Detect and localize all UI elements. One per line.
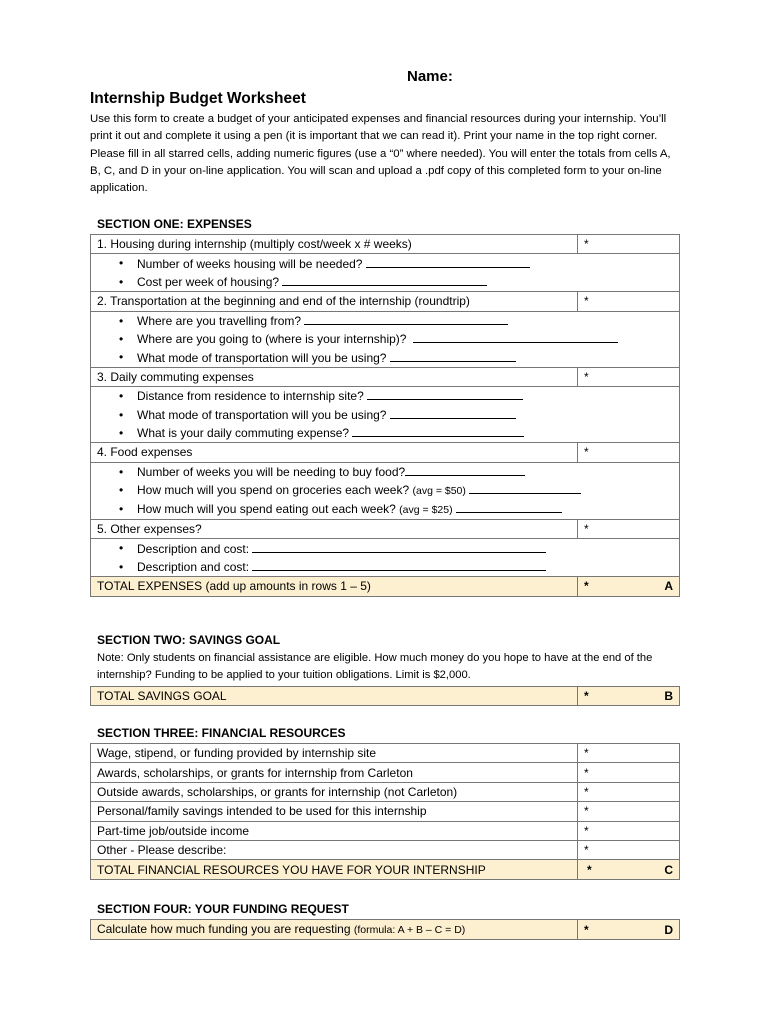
table-row [91, 782, 680, 801]
table-row [91, 840, 680, 859]
list-item: • Where are you going to (where is your internship)? [91, 330, 680, 348]
other-label: 5. Other expenses? [91, 520, 578, 539]
table-row [91, 367, 680, 386]
commute-expense-field[interactable] [352, 424, 524, 437]
funding-request-cell[interactable]: * D [578, 920, 680, 940]
name-label: Name: [407, 68, 453, 85]
food-amount-cell[interactable]: * [578, 443, 680, 462]
travel-to-field[interactable] [413, 330, 618, 343]
resource-label: Part-time job/outside income [91, 821, 578, 840]
table-row [91, 520, 680, 539]
resource-amount-cell[interactable]: * [578, 821, 680, 840]
funding-request-table [90, 919, 680, 940]
travel-from-field[interactable] [304, 312, 508, 325]
groceries-field[interactable] [469, 481, 581, 494]
total-resources-row [91, 860, 680, 879]
resource-amount-cell[interactable]: * [578, 782, 680, 801]
total-expenses-row [91, 577, 680, 596]
list-item: • How much will you spend eating out each week? (avg = $25) [91, 500, 680, 520]
cell-letter-b: B [664, 689, 673, 704]
transport-label: 2. Transportation at the beginning and end of the internship (roundtrip) [91, 292, 578, 311]
list-item: • Number of weeks you will be needing to buy food? [91, 462, 680, 481]
section-two-heading: SECTION TWO: SAVINGS GOAL [97, 633, 281, 647]
resources-table [90, 743, 680, 880]
transport-mode-field[interactable] [390, 349, 516, 362]
other-amount-cell[interactable]: * [578, 520, 680, 539]
commute-amount-cell[interactable]: * [578, 367, 680, 386]
commute-label: 3. Daily commuting expenses [91, 367, 578, 386]
total-resources-cell[interactable]: * C [578, 860, 680, 879]
table-row [91, 292, 680, 311]
commute-mode-field[interactable] [390, 406, 516, 419]
table-row [91, 744, 680, 763]
resource-label: Personal/family savings intended to be used for this internship [91, 802, 578, 821]
food-label: 4. Food expenses [91, 443, 578, 462]
resource-amount-cell[interactable]: * [578, 744, 680, 763]
other-desc-1-field[interactable] [252, 540, 546, 553]
total-expenses-label: TOTAL EXPENSES (add up amounts in rows 1 – 5) [91, 577, 578, 596]
expenses-table [90, 234, 680, 597]
page-title: Internship Budget Worksheet [90, 90, 306, 107]
table-row [91, 802, 680, 821]
table-row [91, 763, 680, 782]
list-item: • Number of weeks housing will be needed? [91, 254, 680, 273]
list-item: • Description and cost: [91, 539, 680, 558]
total-savings-cell[interactable]: * B [578, 687, 680, 706]
funding-request-label: Calculate how much funding you are requesting (formula: A + B – C = D) [91, 920, 578, 940]
list-item: • Where are you travelling from? [91, 311, 680, 330]
list-item: • What mode of transportation will you be using? [91, 406, 680, 424]
total-savings-label: TOTAL SAVINGS GOAL [91, 687, 578, 706]
section-four-heading: SECTION FOUR: YOUR FUNDING REQUEST [97, 902, 349, 916]
housing-label: 1. Housing during internship (multiply cost/week x # weeks) [91, 235, 578, 254]
list-item: • What mode of transportation will you be using? [91, 348, 680, 367]
other-desc-2-field[interactable] [252, 558, 546, 571]
list-item: • Description and cost: [91, 558, 680, 577]
resource-amount-cell[interactable]: * [578, 763, 680, 782]
table-row [91, 235, 680, 254]
housing-cost-field[interactable] [282, 273, 487, 286]
table-row [91, 443, 680, 462]
list-item: • How much will you spend on groceries each week? (avg = $50) [91, 481, 680, 500]
resource-label: Other - Please describe: [91, 840, 578, 859]
eating-out-field[interactable] [456, 500, 562, 513]
cell-letter-c: C [664, 862, 673, 877]
cell-letter-a: A [664, 579, 673, 594]
commute-distance-field[interactable] [367, 387, 523, 400]
intro-text: Use this form to create a budget of your anticipated expenses and financial resources during your internship. You’ll print it out and complete it using a pen (it is important that we can read it). Print your name in the top right corner. Please fill in all starred cells, adding numeric figures (use a “0” where needed). You will enter the totals from cells A, B, C, and D in your on-line application. You will scan and upload a .pdf copy of this completed form to your on-line application. [90, 113, 671, 195]
funding-request-row [91, 920, 680, 940]
resource-amount-cell[interactable]: * [578, 840, 680, 859]
housing-amount-cell[interactable]: * [578, 235, 680, 254]
resource-label: Outside awards, scholarships, or grants for internship (not Carleton) [91, 782, 578, 801]
list-item: • What is your daily commuting expense? [91, 424, 680, 443]
total-savings-row [91, 687, 680, 706]
housing-weeks-field[interactable] [366, 255, 530, 268]
food-weeks-field[interactable] [405, 463, 525, 476]
transport-amount-cell[interactable]: * [578, 292, 680, 311]
section-one-heading: SECTION ONE: EXPENSES [97, 217, 252, 231]
resource-label: Wage, stipend, or funding provided by internship site [91, 744, 578, 763]
savings-note: Note: Only students on financial assistance are eligible. How much money do you hope to have at the end of the internship? Funding to be applied to your tuition obligations. Limit is $2,000. [97, 652, 653, 681]
resource-label: Awards, scholarships, or grants for internship from Carleton [91, 763, 578, 782]
list-item: • Distance from residence to internship site? [91, 387, 680, 406]
section-three-heading: SECTION THREE: FINANCIAL RESOURCES [97, 726, 346, 740]
table-row [91, 821, 680, 840]
list-item: • Cost per week of housing? [91, 273, 680, 292]
total-resources-label: TOTAL FINANCIAL RESOURCES YOU HAVE FOR YOUR INTERNSHIP [91, 860, 578, 879]
savings-table [90, 686, 680, 706]
cell-letter-d: D [664, 922, 673, 937]
total-expenses-cell[interactable]: * A [578, 577, 680, 596]
resource-amount-cell[interactable]: * [578, 802, 680, 821]
